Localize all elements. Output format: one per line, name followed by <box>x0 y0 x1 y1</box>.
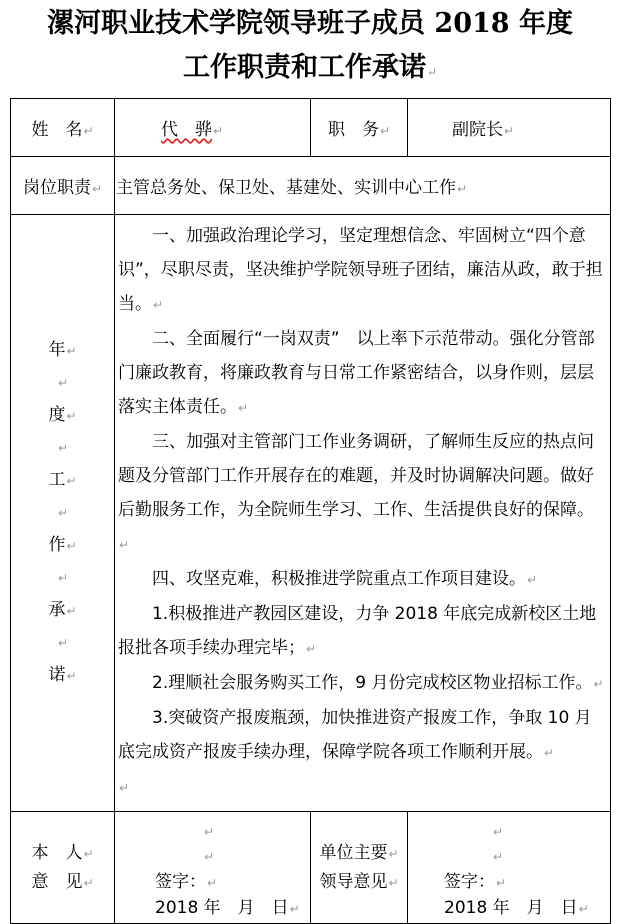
paragraph-mark-icon: ↵ <box>457 182 468 196</box>
self-date-label: 2018 年 月 日↵ <box>155 898 300 918</box>
name-label-cell <box>11 99 115 157</box>
name-label: 姓 名 <box>31 120 83 140</box>
commitment-paragraph: 四、攻坚克难，积极推进学院重点工作项目建设。↵ <box>152 569 538 589</box>
commitment-label-char: 诺↵ <box>48 665 77 685</box>
self-signature-cell <box>115 812 311 924</box>
name-value: 代 骅 <box>161 120 212 140</box>
row-opinion <box>11 812 611 924</box>
commitment-paragraph: 一、加强政治理论学习，坚定理想信念、牢固树立“四个意识”，尽职尽责，坚决维护学院领导班子团结，廉洁从政，敢于担当。↵ <box>118 226 603 314</box>
position-value-cell <box>408 99 611 157</box>
title-line1-text: 漯河职业技术学院领导班子成员 2018 年度 <box>47 8 573 39</box>
self-opinion-label-cell <box>11 812 115 924</box>
paragraph-mark-icon: ↵ <box>57 506 69 520</box>
document-title-line1 <box>0 4 620 44</box>
commitment-label-char: 作↵ <box>48 535 77 555</box>
document-title-line2 <box>0 48 620 92</box>
position-value: 副院长 <box>452 120 503 140</box>
paragraph-mark-icon: ↵ <box>504 124 515 138</box>
commitment-label-char: 度↵ <box>48 405 77 425</box>
commitment-paragraph: 2.理顺社会服务购买工作，9 月份完成校区物业招标工作。↵ <box>152 673 604 693</box>
position-label: 职 务 <box>327 120 379 140</box>
paragraph-mark-icon: ↵ <box>91 182 103 196</box>
leader-opinion-label-line2: 领导意见↵ <box>319 871 399 892</box>
commitment-paragraph: 1.积极推进产教园区建设，力争 2018 年底完成新校区土地报批各项手续办理完毕；↵ <box>118 604 597 658</box>
leader-signature-block: ↵ ↵ 签字：↵ 2018 年 月 日↵ <box>444 820 589 922</box>
row-duty <box>11 157 611 215</box>
commitment-paragraph: 三、加强对主管部门工作业务调研，了解师生反应的热点问题及分管部门工作开展存在的难题，并及时协调解决问题。做好后勤服务工作，为全院师生学习、工作、生活提供良好的保障。↵ <box>118 432 594 552</box>
self-opinion-label-line2: 意 见↵ <box>31 871 94 892</box>
commitment-paragraph: 3.突破资产报废瓶颈，加快推进资产报废工作，争取 10 月底完成资产报废手续办理，保障学院各项工作顺利开展。↵ <box>118 708 592 762</box>
duty-label-cell <box>11 157 115 215</box>
commitment-label-char: 工↵ <box>48 470 77 490</box>
duty-label: 岗位职责 <box>22 178 91 198</box>
duty-value: 主管总务处、保卫处、基建处、实训中心工作 <box>116 178 456 198</box>
commitment-label-cell <box>11 215 115 812</box>
self-sign-label: 签字：↵ <box>155 872 218 892</box>
leader-signature-cell <box>408 812 611 924</box>
name-value-cell <box>115 99 311 157</box>
paragraph-mark-icon: ↵ <box>426 65 438 79</box>
paragraph-mark-icon: ↵ <box>379 124 391 138</box>
paragraph-mark-icon: ↵ <box>83 124 94 138</box>
leader-date-label: 2018 年 月 日↵ <box>444 898 589 918</box>
row-commitment <box>11 215 611 812</box>
leader-opinion-label-cell <box>311 812 408 924</box>
self-opinion-label-line1: 本 人↵ <box>31 842 94 863</box>
position-label-cell <box>311 99 408 157</box>
duty-table <box>10 98 611 924</box>
leader-sign-label: 签字：↵ <box>444 872 507 892</box>
paragraph-mark-icon: ↵ <box>57 571 69 585</box>
commitment-label-char: 年↵ <box>48 340 77 360</box>
duty-value-cell <box>115 157 611 215</box>
commitment-label-char: 承↵ <box>48 600 77 620</box>
leader-opinion-label-line1: 单位主要↵ <box>319 842 399 863</box>
row-name <box>11 99 611 157</box>
commitment-paragraph: 二、全面履行“一岗双责” 以上率下示范带动。强化分管部门廉政教育，将廉政教育与日常工作紧密结合，以身作则，层层落实主体责任。↵ <box>118 329 595 417</box>
paragraph-mark-icon: ↵ <box>57 441 69 455</box>
paragraph-mark-icon: ↵ <box>57 376 69 390</box>
paragraph-mark-icon: ↵ <box>119 781 130 795</box>
paragraph-mark-icon: ↵ <box>213 124 224 138</box>
commitment-body-cell <box>115 215 611 812</box>
paragraph-mark-icon: ↵ <box>57 636 69 650</box>
title-line2-text: 工作职责和工作承诺 <box>182 52 426 83</box>
self-signature-block: ↵ ↵ 签字：↵ 2018 年 月 日↵ <box>155 820 300 922</box>
